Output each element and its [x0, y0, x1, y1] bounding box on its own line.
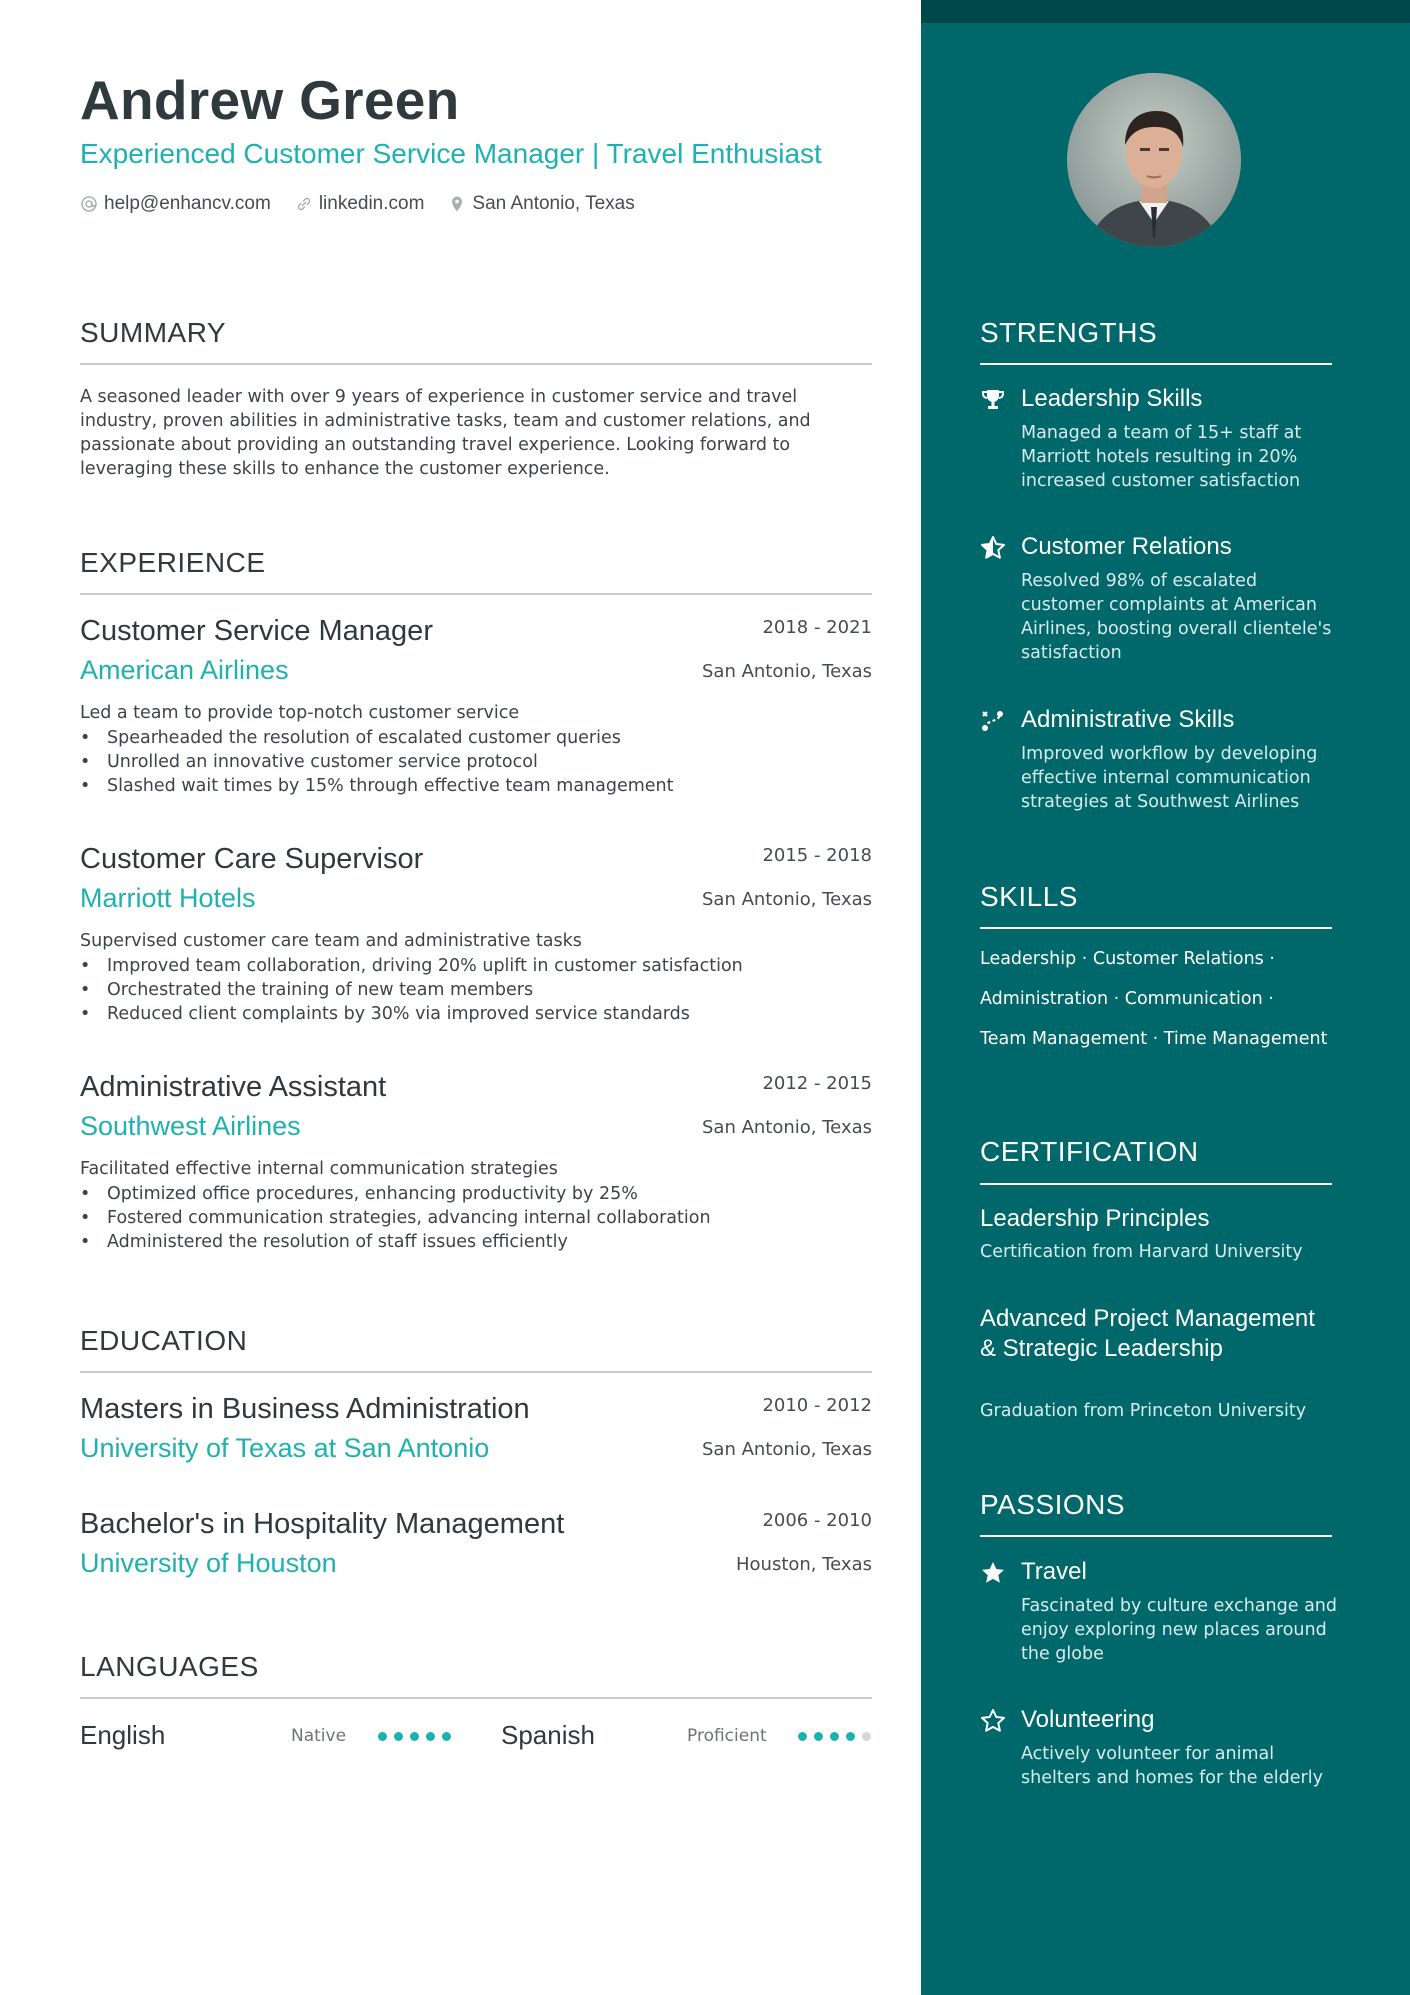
experience-divider	[80, 593, 872, 595]
bullet-item: • Optimized office procedures, enhancing productivity by 25%	[80, 1182, 711, 1206]
bullet-item: • Fostered communication strategies, advancing internal collaboration	[80, 1206, 711, 1230]
strength-title: Administrative Skills	[1021, 706, 1235, 733]
languages-divider	[80, 1697, 872, 1699]
language-level: Native	[291, 1726, 347, 1746]
job-title: Customer Service Manager	[80, 615, 433, 647]
rating-dot-filled	[830, 1732, 839, 1741]
rating-dot-filled	[426, 1732, 435, 1741]
contact-bar	[80, 193, 659, 215]
passion-title: Volunteering	[1021, 1706, 1155, 1733]
contact-linkedin-text: linkedin.com	[318, 193, 425, 214]
summary-text: A seasoned leader with over 9 years of experience in customer service and travel industry, proven abilities in administrative tasks, team and customer relations, and passionate about providing an outstanding travel experience. Looking forward to leveraging these skills to enhance the customer experience.	[80, 387, 811, 479]
strengths-heading: STRENGTHS	[980, 317, 1158, 348]
bullet-item: • Unrolled an innovative customer service protocol	[80, 750, 674, 774]
education-location: Houston, Texas	[735, 1554, 872, 1575]
bullet-item: • Spearheaded the resolution of escalated customer queries	[80, 726, 674, 750]
passions-heading: PASSIONS	[980, 1489, 1126, 1520]
contact-location	[448, 193, 634, 215]
school-name: University of Texas at San Antonio	[80, 1433, 490, 1463]
strength-title: Customer Relations	[1021, 533, 1232, 560]
certification-title: Advanced Project Management & Strategic Leadership	[980, 1305, 1315, 1362]
avatar	[1067, 73, 1241, 247]
language-name: English	[80, 1720, 166, 1750]
job-bullets	[80, 726, 674, 798]
experience-heading: EXPERIENCE	[80, 547, 266, 578]
strength-title: Leadership Skills	[1021, 385, 1203, 412]
language-rating	[378, 1732, 458, 1741]
candidate-tagline: Experienced Customer Service Manager | Travel Enthusiast	[80, 138, 822, 169]
education-heading: EDUCATION	[80, 1325, 248, 1356]
bullet-item: • Orchestrated the training of new team members	[80, 978, 743, 1002]
profile-photo	[1067, 73, 1241, 247]
rating-dot-filled	[814, 1732, 823, 1741]
contact-email-text: help@enhancv.com	[104, 193, 271, 214]
star-filled-icon	[980, 1560, 1006, 1586]
company-name: Marriott Hotels	[80, 883, 256, 913]
route-icon	[980, 708, 1006, 734]
sidebar-top-band	[921, 0, 1410, 23]
education-location: San Antonio, Texas	[702, 1439, 872, 1460]
education-divider	[80, 1371, 872, 1373]
job-title: Administrative Assistant	[80, 1071, 387, 1103]
job-dates: 2012 - 2015	[762, 1073, 872, 1094]
job-bullets	[80, 1182, 711, 1254]
rating-dot-filled	[846, 1732, 855, 1741]
job-dates: 2015 - 2018	[762, 845, 872, 866]
job-bullets	[80, 954, 743, 1026]
bullet-item: • Administered the resolution of staff issues efficiently	[80, 1230, 711, 1254]
company-name: American Airlines	[80, 655, 289, 685]
certification-issuer: Graduation from Princeton University	[980, 1401, 1307, 1421]
job-location: San Antonio, Texas	[702, 889, 872, 910]
strength-description: Improved workflow by developing effective internal communication strategies at Southwest Airlines	[1021, 744, 1318, 812]
rating-dot-filled	[394, 1732, 403, 1741]
location-pin-icon	[448, 195, 466, 213]
language-level: Proficient	[687, 1726, 767, 1746]
job-description: Supervised customer care team and administrative tasks	[80, 931, 582, 951]
education-dates: 2006 - 2010	[762, 1510, 872, 1531]
star-half-icon	[980, 535, 1006, 561]
skills-heading: SKILLS	[980, 881, 1078, 912]
company-name: Southwest Airlines	[80, 1111, 301, 1141]
contact-location-text: San Antonio, Texas	[472, 193, 635, 214]
skills-line: Administration · Communication ·	[980, 989, 1274, 1009]
star-outline-icon	[980, 1708, 1006, 1734]
skills-line: Team Management · Time Management	[980, 1029, 1328, 1049]
education-dates: 2010 - 2012	[762, 1395, 872, 1416]
passion-title: Travel	[1021, 1558, 1087, 1585]
certification-title: Leadership Principles	[980, 1205, 1210, 1232]
strength-description: Managed a team of 15+ staff at Marriott hotels resulting in 20% increased customer satisfaction	[1021, 423, 1302, 491]
bullet-item: • Reduced client complaints by 30% via improved service standards	[80, 1002, 743, 1026]
certification-heading: CERTIFICATION	[980, 1136, 1199, 1167]
school-name: University of Houston	[80, 1548, 337, 1578]
trophy-icon	[980, 387, 1006, 413]
language-name: Spanish	[501, 1720, 595, 1750]
contact-linkedin[interactable]	[295, 193, 425, 215]
summary-heading: SUMMARY	[80, 317, 227, 348]
job-dates: 2018 - 2021	[762, 617, 872, 638]
certification-issuer: Certification from Harvard University	[980, 1242, 1303, 1262]
degree-title: Bachelor's in Hospitality Management	[80, 1508, 565, 1540]
job-title: Customer Care Supervisor	[80, 843, 424, 875]
skills-line: Leadership · Customer Relations ·	[980, 949, 1275, 969]
sidebar	[921, 0, 1410, 1995]
rating-dot-filled	[798, 1732, 807, 1741]
rating-dot-filled	[410, 1732, 419, 1741]
summary-divider	[80, 363, 872, 365]
link-icon	[295, 195, 313, 213]
strength-description: Resolved 98% of escalated customer complaints at American Airlines, boosting overall clientele's satisfaction	[1021, 571, 1332, 663]
job-description: Facilitated effective internal communication strategies	[80, 1159, 558, 1179]
passion-description: Actively volunteer for animal shelters and homes for the elderly	[1021, 1744, 1323, 1788]
at-icon	[80, 195, 98, 213]
job-location: San Antonio, Texas	[702, 1117, 872, 1138]
bullet-item: • Slashed wait times by 15% through effective team management	[80, 774, 674, 798]
contact-email[interactable]	[80, 193, 271, 215]
candidate-name: Andrew Green	[80, 69, 460, 131]
passions-divider	[980, 1535, 1332, 1537]
skills-list	[980, 947, 1332, 1067]
rating-dot-filled	[442, 1732, 451, 1741]
passion-description: Fascinated by culture exchange and enjoy exploring new places around the globe	[1021, 1596, 1337, 1664]
skills-divider	[980, 927, 1332, 929]
certification-divider	[980, 1183, 1332, 1185]
bullet-item: • Improved team collaboration, driving 20% uplift in customer satisfaction	[80, 954, 743, 978]
job-description: Led a team to provide top-notch customer service	[80, 703, 520, 723]
job-location: San Antonio, Texas	[702, 661, 872, 682]
languages-heading: LANGUAGES	[80, 1651, 259, 1682]
rating-dot-empty	[862, 1732, 871, 1741]
languages-row	[80, 1716, 872, 1756]
language-rating	[798, 1732, 878, 1741]
rating-dot-filled	[378, 1732, 387, 1741]
strengths-divider	[980, 363, 1332, 365]
degree-title: Masters in Business Administration	[80, 1393, 530, 1425]
